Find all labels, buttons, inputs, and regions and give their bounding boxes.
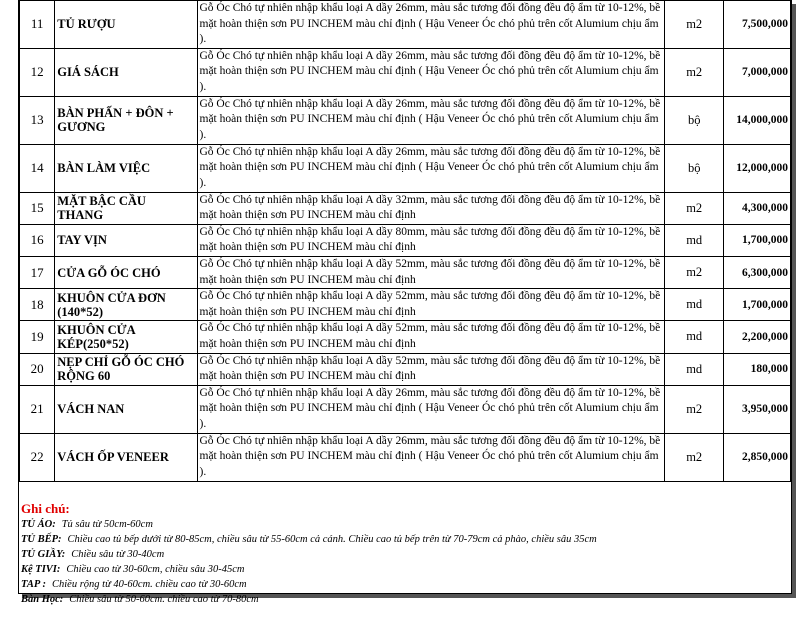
notes-title: Ghi chú: (21, 501, 70, 516)
item-description: Gỗ Óc Chó tự nhiên nhập khẩu loại A dầy 52mm, màu sắc tương đối đồng đều độ ẩm từ 10-12%, bề mặt hoàn thiện sơn PU INCHEM màu chỉ định (197, 353, 665, 385)
note-text: Chiều sâu từ 50-60cm. chiều cao từ 70-80cm (69, 594, 259, 605)
note-line (21, 562, 787, 577)
item-price: 2,200,000 (724, 321, 791, 353)
item-unit: bộ (665, 144, 724, 192)
item-description: Gỗ Óc Chó tự nhiên nhập khẩu loại A dầy 52mm, màu sắc tương đối đồng đều độ ẩm từ 10-12%, bề mặt hoàn thiện sơn PU INCHEM màu chỉ định (197, 289, 665, 321)
item-unit: bộ (665, 96, 724, 144)
item-name: TAY VỊN (55, 224, 197, 256)
item-name: NẸP CHỈ GỖ ÓC CHÓ RỘNG 60 (55, 353, 197, 385)
item-unit: md (665, 224, 724, 256)
table-row (20, 144, 791, 192)
row-number: 16 (20, 224, 55, 256)
row-number: 14 (20, 144, 55, 192)
item-price: 4,300,000 (724, 192, 791, 224)
item-description: Gỗ Óc Chó tự nhiên nhập khẩu loại A dầy 26mm, màu sắc tương đối đồng đều độ ẩm từ 10-12%, bề mặt hoàn thiện sơn PU INCHEM màu chỉ định ( Hậu Veneer Óc chó phủ trên cốt Alumium chịu ẩm ). (197, 1, 665, 49)
price-table-body (20, 1, 791, 482)
table-row (20, 1, 791, 49)
row-number: 17 (20, 256, 55, 288)
item-description: Gỗ Óc Chó tự nhiên nhập khẩu loại A dầy 32mm, màu sắc tương đối đồng đều độ ẩm từ 10-12%, bề mặt hoàn thiện sơn PU INCHEM màu chỉ định (197, 192, 665, 224)
item-price: 3,950,000 (724, 385, 791, 433)
row-number: 11 (20, 1, 55, 49)
table-row (20, 385, 791, 433)
item-price: 12,000,000 (724, 144, 791, 192)
item-name: VÁCH NAN (55, 385, 197, 433)
note-line (21, 547, 787, 562)
item-price: 6,300,000 (724, 256, 791, 288)
item-name: MẶT BẬC CẦU THANG (55, 192, 197, 224)
note-text: Chiều cao tủ bếp dưới từ 80-85cm, chiều sâu từ 55-60cm cả cánh. Chiều cao tủ bếp trên từ 70-79cm cả phào, chiều sâu 35cm (67, 534, 597, 545)
row-number: 13 (20, 96, 55, 144)
row-number: 20 (20, 353, 55, 385)
item-price: 180,000 (724, 353, 791, 385)
note-term: TỦ BẾP: (21, 534, 62, 545)
note-term: Kệ TIVI: (21, 564, 61, 575)
table-row (20, 192, 791, 224)
item-price: 1,700,000 (724, 289, 791, 321)
item-unit: m2 (665, 433, 724, 481)
table-row (20, 433, 791, 481)
note-line (21, 517, 787, 532)
note-text: Chiều sâu từ 30-40cm (71, 549, 165, 560)
table-row (20, 321, 791, 353)
row-number: 21 (20, 385, 55, 433)
item-price: 7,000,000 (724, 48, 791, 96)
table-row (20, 256, 791, 288)
note-line (21, 592, 787, 607)
item-name: CỬA GỖ ÓC CHÓ (55, 256, 197, 288)
item-description: Gỗ Óc Chó tự nhiên nhập khẩu loại A dầy 26mm, màu sắc tương đối đồng đều độ ẩm từ 10-12%, bề mặt hoàn thiện sơn PU INCHEM màu chỉ định ( Hậu Veneer Óc chó phủ trên cốt Alumium chịu ẩm ). (197, 48, 665, 96)
item-unit: m2 (665, 192, 724, 224)
row-number: 18 (20, 289, 55, 321)
item-name: KHUÔN CỬA ĐƠN (140*52) (55, 289, 197, 321)
note-term: TAP : (21, 579, 46, 590)
row-number: 19 (20, 321, 55, 353)
item-price: 1,700,000 (724, 224, 791, 256)
item-unit: m2 (665, 385, 724, 433)
notes-section (21, 501, 787, 607)
item-description: Gỗ Óc Chó tự nhiên nhập khẩu loại A dầy 26mm, màu sắc tương đối đồng đều độ ẩm từ 10-12%, bề mặt hoàn thiện sơn PU INCHEM màu chỉ định ( Hậu Veneer Óc chó phủ trên cốt Alumium chịu ẩm ). (197, 144, 665, 192)
item-unit: m2 (665, 256, 724, 288)
item-price: 14,000,000 (724, 96, 791, 144)
item-price: 2,850,000 (724, 433, 791, 481)
item-unit: md (665, 289, 724, 321)
note-term: Bàn Học: (21, 594, 64, 605)
row-number: 22 (20, 433, 55, 481)
item-name: KHUÔN CỬA KÉP(250*52) (55, 321, 197, 353)
item-name: TỦ RƯỢU (55, 1, 197, 49)
table-row (20, 289, 791, 321)
table-row (20, 224, 791, 256)
note-line (21, 577, 787, 592)
note-term: TỦ GIẦY: (21, 549, 66, 560)
table-row (20, 48, 791, 96)
item-description: Gỗ Óc Chó tự nhiên nhập khẩu loại A dầy 26mm, màu sắc tương đối đồng đều độ ẩm từ 10-12%, bề mặt hoàn thiện sơn PU INCHEM màu chỉ định ( Hậu Veneer Óc chó phủ trên cốt Alumium chịu ẩm ). (197, 96, 665, 144)
table-row (20, 353, 791, 385)
note-text: Chiều rộng từ 40-60cm. chiều cao từ 30-60cm (51, 579, 247, 590)
row-number: 12 (20, 48, 55, 96)
note-text: Chiều cao từ 30-60cm, chiều sâu 30-45cm (66, 564, 245, 575)
item-unit: m2 (665, 48, 724, 96)
note-line (21, 532, 787, 547)
item-name: BÀN LÀM VIỆC (55, 144, 197, 192)
item-name: VÁCH ỐP VENEER (55, 433, 197, 481)
item-description: Gỗ Óc Chó tự nhiên nhập khẩu loại A dầy 26mm, màu sắc tương đối đồng đều độ ẩm từ 10-12%, bề mặt hoàn thiện sơn PU INCHEM màu chỉ định ( Hậu Veneer Óc chó phủ trên cốt Alumium chịu ẩm ). (197, 385, 665, 433)
item-unit: m2 (665, 1, 724, 49)
note-term: TỦ ÁO: (21, 519, 56, 530)
price-table (19, 0, 791, 482)
item-price: 7,500,000 (724, 1, 791, 49)
item-description: Gỗ Óc Chó tự nhiên nhập khẩu loại A dầy 52mm, màu sắc tương đối đồng đều độ ẩm từ 10-12%, bề mặt hoàn thiện sơn PU INCHEM màu chỉ định (197, 321, 665, 353)
note-text: Tủ sâu từ 50cm-60cm (61, 519, 153, 530)
row-number: 15 (20, 192, 55, 224)
item-description: Gỗ Óc Chó tự nhiên nhập khẩu loại A dầy 52mm, màu sắc tương đối đồng đều độ ẩm từ 10-12%, bề mặt hoàn thiện sơn PU INCHEM màu chỉ định (197, 256, 665, 288)
item-unit: md (665, 353, 724, 385)
item-unit: md (665, 321, 724, 353)
price-list-sheet (18, 0, 792, 605)
item-name: BÀN PHẤN + ĐÔN + GƯƠNG (55, 96, 197, 144)
item-description: Gỗ Óc Chó tự nhiên nhập khẩu loại A dầy 80mm, màu sắc tương đối đồng đều độ ẩm từ 10-12%, bề mặt hoàn thiện sơn PU INCHEM màu chỉ định (197, 224, 665, 256)
table-row (20, 96, 791, 144)
item-description: Gỗ Óc Chó tự nhiên nhập khẩu loại A dầy 26mm, màu sắc tương đối đồng đều độ ẩm từ 10-12%, bề mặt hoàn thiện sơn PU INCHEM màu chỉ định ( Hậu Veneer Óc chó phủ trên cốt Alumium chịu ẩm ). (197, 433, 665, 481)
item-name: GIÁ SÁCH (55, 48, 197, 96)
